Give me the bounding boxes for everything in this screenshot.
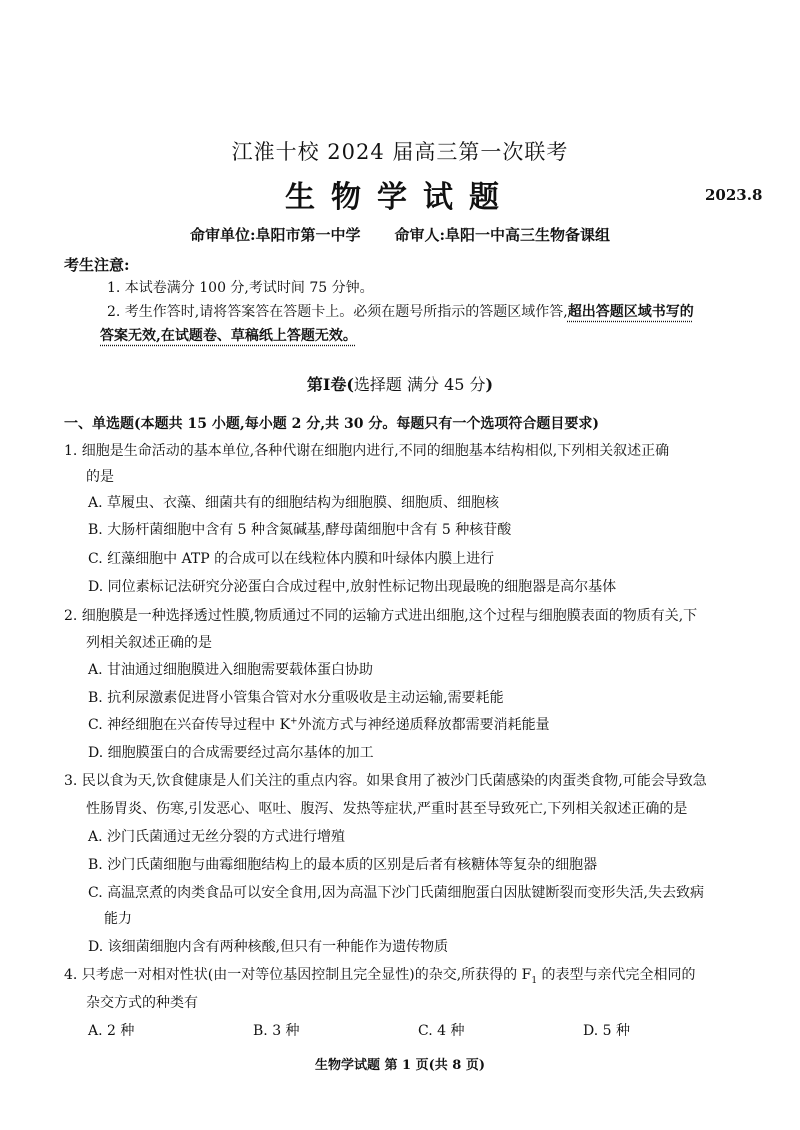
notice-item-1: 1. 本试卷满分 100 分,考试时间 75 分钟。 bbox=[107, 280, 374, 296]
part-title: 第Ⅰ卷( bbox=[306, 375, 354, 394]
exam-date: 2023.8 bbox=[705, 186, 763, 204]
notice-item-2-emphasis-b: 答案无效,在试题卷、草稿纸上答题无效。 bbox=[100, 328, 357, 344]
page-footer: 生物学试题 第 1 页(共 8 页) bbox=[314, 1058, 486, 1073]
question-2-option-c-rest: 外流方式与神经递质释放都需要消耗能量 bbox=[297, 717, 550, 733]
question-4-stem bbox=[64, 964, 696, 986]
question-3-option-c: C. 高温烹煮的肉类食品可以安全食用,因为高温下沙门氏菌细胞蛋白因肽键断裂而变形失活,失去致病 bbox=[88, 885, 705, 901]
question-2-option-d: D. 细胞膜蛋白的合成需要经过高尔基体的加工 bbox=[88, 745, 374, 761]
part-heading bbox=[0, 372, 800, 395]
f1-subscript: 1 bbox=[531, 975, 538, 986]
question-4-options bbox=[88, 1020, 748, 1040]
question-4-option-c: C. 4 种 bbox=[418, 1023, 465, 1039]
question-1-option-c: C. 红藻细胞中 ATP 的合成可以在线粒体内膜和叶绿体内膜上进行 bbox=[88, 551, 495, 567]
setter-people: 命审人:阜阳一中高三生物备课组 bbox=[394, 226, 611, 244]
potassium-charge: + bbox=[290, 716, 298, 727]
question-2-stem: 2. 细胞膜是一种选择透过性膜,物质通过不同的运输方式进出细胞,这个过程与细胞膜表面的物质有关,下 bbox=[64, 608, 698, 624]
question-4-option-d: D. 5 种 bbox=[583, 1023, 630, 1039]
question-4-stem-text: 4. 只考虑一对相对性状(由一对等位基因控制且完全显性)的杂交,所获得的 F bbox=[64, 967, 532, 983]
question-3-stem: 3. 民以食为天,饮食健康是人们关注的重点内容。如果食用了被沙门氏菌感染的肉蛋类食物,可能会导致急 bbox=[64, 773, 707, 789]
setter-info bbox=[0, 224, 800, 245]
subject-title: 生物学试题 bbox=[285, 180, 515, 215]
question-1-stem-cont: 的是 bbox=[86, 469, 114, 485]
notice-item-2 bbox=[107, 301, 694, 321]
question-1-stem: 1. 细胞是生命活动的基本单位,各种代谢在细胞内进行,不同的细胞基本结构相似,下列相关叙述正确 bbox=[64, 443, 670, 459]
notice-item-2-continued bbox=[100, 325, 357, 345]
question-1-option-d: D. 同位素标记法研究分泌蛋白合成过程中,放射性标记物出现最晚的细胞器是高尔基体 bbox=[88, 579, 617, 595]
exam-title: 江淮十校 2024 届高三第一次联考 bbox=[231, 140, 569, 164]
question-4-stem-rest: 的表型与亲代完全相同的 bbox=[537, 967, 696, 983]
question-3-option-d: D. 该细菌细胞内含有两种核酸,但只有一种能作为遗传物质 bbox=[88, 939, 449, 955]
notice-heading: 考生注意: bbox=[64, 256, 130, 274]
question-4-option-a: A. 2 种 bbox=[88, 1023, 135, 1039]
question-3-option-a: A. 沙门氏菌通过无丝分裂的方式进行增殖 bbox=[88, 829, 346, 845]
section-heading: 一、单选题(本题共 15 小题,每小题 2 分,共 30 分。每题只有一个选项符合题目要求) bbox=[64, 416, 599, 432]
question-2-option-c-text: C. 神经细胞在兴奋传导过程中 K bbox=[88, 717, 291, 733]
question-1-option-a: A. 草履虫、衣藻、细菌共有的细胞结构为细胞膜、细胞质、细胞核 bbox=[88, 495, 500, 511]
question-3-stem-cont: 性肠胃炎、伤寒,引发恶心、呕吐、腹泻、发热等症状,严重时甚至导致死亡,下列相关叙述正确的是 bbox=[86, 801, 688, 817]
question-4-option-b: B. 3 种 bbox=[253, 1023, 300, 1039]
notice-item-2-text: 2. 考生作答时,请将答案答在答题卡上。必须在题号所指示的答题区域作答, bbox=[107, 304, 568, 320]
part-close: ) bbox=[485, 375, 494, 394]
question-2-option-c bbox=[88, 714, 550, 734]
question-3-option-b: B. 沙门氏菌细胞与曲霉细胞结构上的最本质的区别是后者有核糖体等复杂的细胞器 bbox=[88, 857, 598, 873]
part-subtitle: 选择题 满分 45 分 bbox=[353, 375, 486, 394]
question-2-option-b: B. 抗利尿激素促进肾小管集合管对水分重吸收是主动运输,需要耗能 bbox=[88, 690, 504, 706]
question-2-stem-cont: 列相关叙述正确的是 bbox=[86, 635, 212, 651]
question-2-option-a: A. 甘油通过细胞膜进入细胞需要载体蛋白协助 bbox=[88, 662, 374, 678]
setter-unit: 命审单位:阜阳市第一中学 bbox=[189, 226, 361, 244]
notice-item-2-emphasis-a: 超出答题区域书写的 bbox=[567, 304, 694, 320]
question-3-option-c-cont: 能力 bbox=[104, 911, 132, 927]
question-4-stem-cont: 杂交方式的种类有 bbox=[86, 995, 198, 1011]
question-1-option-b: B. 大肠杆菌细胞中含有 5 种含氮碱基,酵母菌细胞中含有 5 种核苷酸 bbox=[88, 522, 512, 538]
